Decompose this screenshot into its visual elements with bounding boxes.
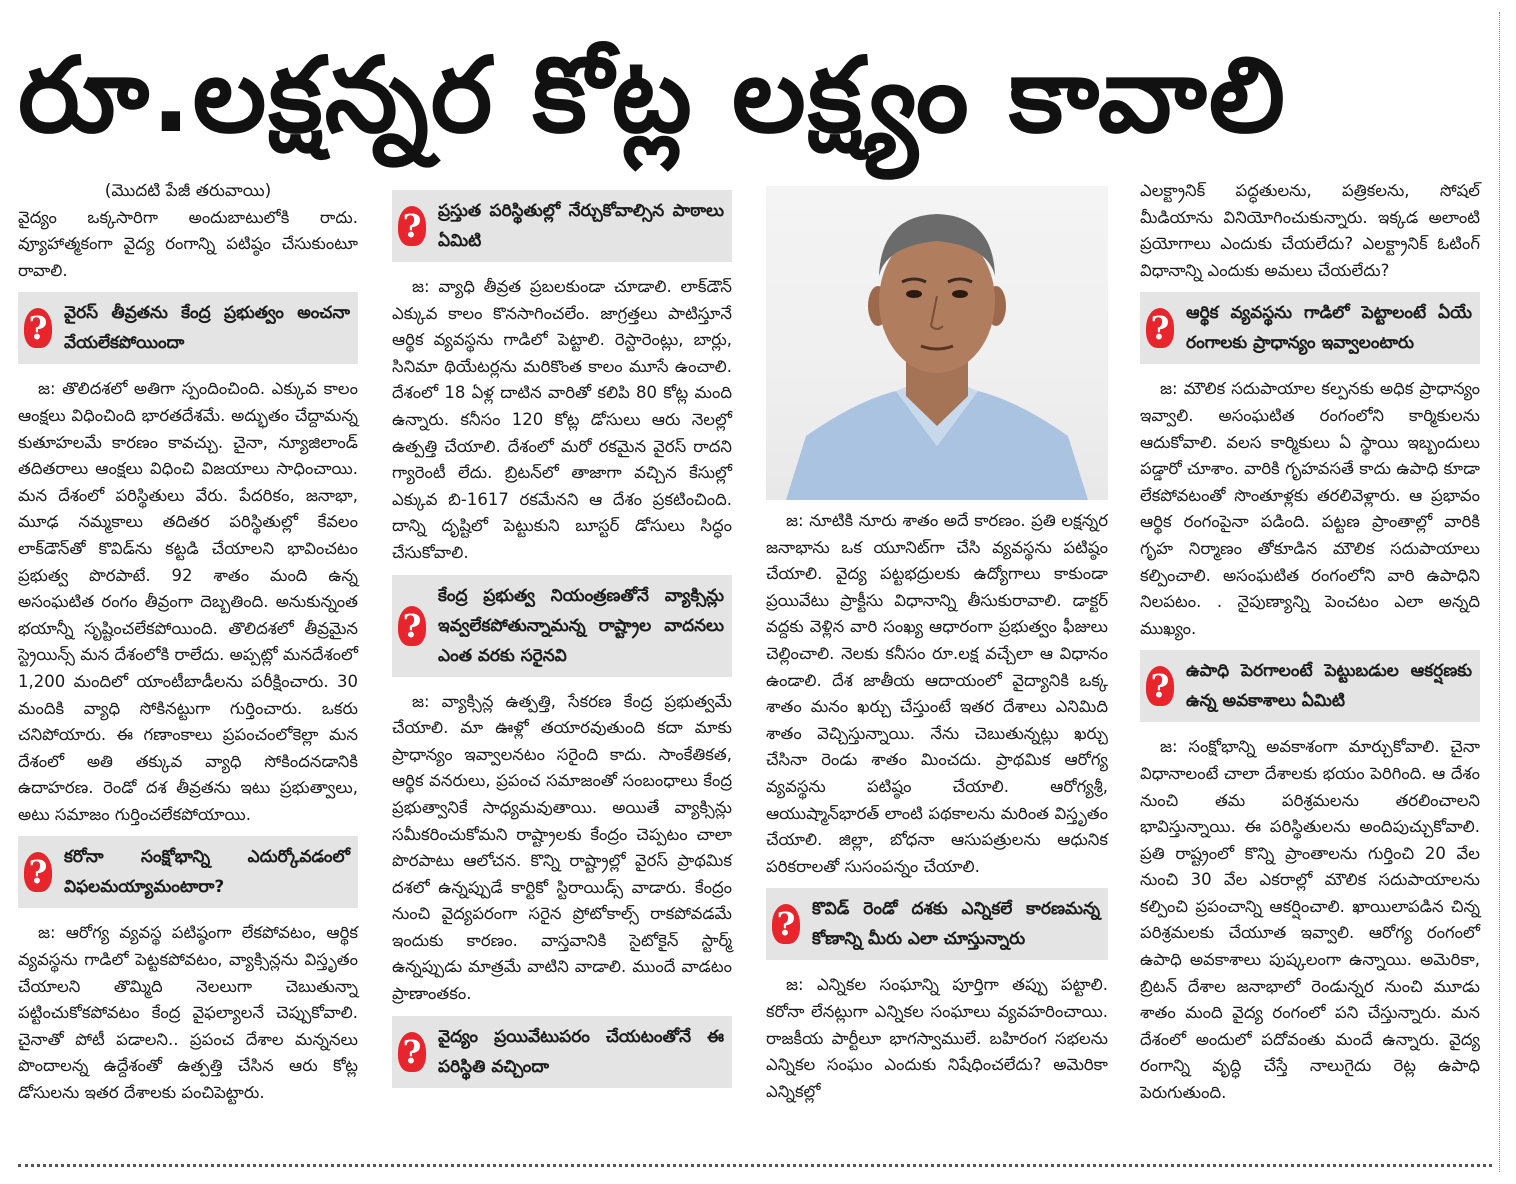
question-box	[1140, 292, 1480, 364]
answer-paragraph: జ: ఎన్నికల సంఘాన్ని పూర్తిగా తప్పు పట్టాలి. కరోనా లేనట్లుగా ఎన్నికల సంఘాలు వ్యవహరించాయి. రాజకీయ పార్టీలూ భాగస్వాములే. బహిరంగ సభలను ఎన్నికల సంఘం ఎందుకు నిషేధించలేదు? అమెరికా ఎన్నికల్లో	[766, 975, 1108, 1101]
question-text: వైద్యం ప్రయివేటుపరం చేయటంతోనే ఈ పరిస్థితి వచ్చిందా	[438, 1026, 724, 1077]
question-box	[766, 888, 1108, 960]
question-text: కొవిడ్‌ రెండో దశకు ఎన్నికలే కారణమన్న కోణాన్ని మీరు ఎలా చూస్తున్నారు	[812, 899, 1100, 950]
question-box	[1140, 650, 1480, 722]
answer-paragraph: జ: మౌలిక సదుపాయాల కల్పనకు అధిక ప్రాధాన్యం ఇవ్వాలి. అసంఘటిత రంగంలోని కార్మికులను ఆదుకోవాలి. వలస కార్మికులు ఏ స్థాయి ఇబ్బందులు పడ్డారో చూశాం. వారికి గృహవసతే కాదు ఉపాధి కూడా లేకపోవటంతో సొంతూళ్లకు తరలివెళ్లారు. ఆ ప్రభావం ఆర్థిక రంగంపైనా పడింది. పట్టణ ప్రాంతాల్లో వారికి గృహ నిర్మాణం తోకూడిన మౌలిక సదుపాయాలు కల్పించాలి. అసంఘటిత రంగంలోని వారి ఉపాధిని నిలపటం. . నైపుణ్యాన్ని పెంచటం ఎలా అన్నది ముఖ్యం.	[1140, 379, 1480, 638]
question-box	[392, 575, 732, 677]
question-mark-icon: ?	[24, 852, 52, 892]
question-text: ప్రస్తుత పరిస్థితుల్లో నేర్చుకోవాల్సిన పాఠాలు ఏమిటి	[438, 201, 724, 251]
question-text: ఆర్థిక వ్యవస్థను గాడిలో పెట్టాలంటే ఏయే రంగాలకు ప్రాధాన్యం ఇవ్వాలంటారు	[1186, 303, 1472, 354]
answer-paragraph: జ: వ్యాక్సిన్ల ఉత్పత్తి, సేకరణ కేంద్ర ప్రభుత్వమే చేయాలి. మా ఊళ్లో తయారవుతుంది కదా మాకు ప్రాధాన్యం ఇవ్వాలనటం సరైంది కాదు. సాంకేతికత, ఆర్థిక వనరులు, ప్రపంచ సమాజంతో సంబంధాలు కేంద్ర ప్రభుత్వానికే సాధ్యమవుతాయి. అయితే వ్యాక్సిన్లు సమీకరించుకోమని రాష్ట్రాలకు కేంద్రం చెప్పటం చాలా పొరపాటు ఆలోచన. కొన్ని రాష్ట్రాల్లో వైరస్‌ ప్రాథమిక దశలో ఉన్నప్పుడే కార్టికో స్టిరాయిడ్స్‌ వాడారు. కేంద్రం నుంచి వైద్యపరంగా సరైన ప్రోటోకాల్స్‌ రాకపోవడమే ఇందుకు కారణం. వాస్తవానికి సైటోకైన్‌ స్టార్మ్‌ ఉన్నప్పుడు మాత్రమే వాటిని వాడాలి. ముందే వాడటం ప్రాణాంతకం.	[392, 691, 732, 1004]
answer-paragraph: ఎలక్ట్రానిక్‌ పద్ధతులను, పత్రికలను, సోషల్‌ మీడియాను వినియోగించుకున్నారు. ఇక్కడ అలాంటి ప్రయోగాలు ఎందుకు చేయలేదు? ఎలక్ట్రానిక్‌ ఓటింగ్‌ విధానాన్ని ఎందుకు అమలు చేయలేదు?	[1140, 181, 1480, 280]
intro-paragraph: వైద్యం ఒక్కసారిగా అందుబాటులోకి రాదు. వ్యూహాత్మకంగా వైద్య రంగాన్ని పటిష్ఠం చేసుకుంటూ రావాలి.	[18, 207, 358, 280]
answer-paragraph: జ: తొలిదశలో అతిగా స్పందించింది. ఎక్కువ కాలం ఆంక్షలు విధించింది భారతదేశమే. అద్భుతం చేద్దామన్న కుతూహలమే కారణం కావచ్చు. చైనా, న్యూజిలాండ్‌ తదితరాలు ఆంక్షలు విధించి విజయాలు సాధించాయి. మన దేశంలో పరిస్థితులు వేరు. పేదరికం, జనాభా, మూఢ నమ్మకాలు తదితర పరిస్థితుల్లో కేవలం లాక్‌డౌన్‌తో కొవిడ్‌ను కట్టడి చేయాలని భావించటం ప్రభుత్వ పొరపాటే. 92 శాతం మంది ఉన్న అసంఘటిత రంగం తీవ్రంగా దెబ్బతింది. అనుకున్నంత భయాన్నీ సృష్టించలేకపోయింది. తొలిదశలో తీవ్రమైన స్ట్రెయిన్స్‌ మన దేశంలోకి రాలేదు. అప్పట్లో మనదేశంలో 1,200 మందిలో యాంటీబాడీలను పరీక్షించారు. 30 మందికి వ్యాధి సోకినట్టుగా గుర్తించారు. ఒకరు చనిపోయారు. ఈ గణాంకాలు ప్రపంచంలోకెల్లా మన దేశంలో అతి తక్కువ వ్యాధి సోకిందనడానికి ఉదాహరణ. రెండో దశ తీవ్రతను ఇటు ప్రభుత్వాలు, అటు సమాజం గుర్తించలేకపోయాయి.	[18, 379, 358, 824]
column-2	[392, 190, 732, 1100]
headline: రూ.లక్షన్నర కోట్ల లక్ష్యం కావాలి	[18, 34, 1288, 156]
question-text: ఉపాధి పెరగాలంటే పెట్టుబడుల ఆకర్షణకు ఉన్న అవకాశాలు ఏమిటి	[1186, 661, 1472, 712]
question-mark-icon: ?	[398, 1032, 426, 1072]
column-4	[1140, 178, 1480, 1107]
column-3	[766, 508, 1108, 1105]
question-text: వైరస్‌ తీవ్రతను కేంద్ర ప్రభుత్వం అంచనా వేయలేకపోయిందా	[64, 303, 350, 354]
question-mark-icon: ?	[1146, 308, 1174, 348]
answer-paragraph: జ: ఆరోగ్య వ్యవస్థ పటిష్ఠంగా లేకపోవటం, ఆర్థిక వ్యవస్థను గాడిలో పెట్టకపోవటం, వ్యాక్సిన్లను విస్తృతం చేయాలని తొమ్మిది నెలలుగా చెబుతున్నా పట్టించుకోకపోవటం కేంద్ర వైఫల్యాలనే చెప్పుకోవాలి. చైనాతో పోటీ పడాలని.. ప్రపంచ దేశాల మన్ననలు పొందాలన్న ఉద్దేశంతో ఉత్పత్తి చేసిన ఆరు కోట్ల డోసులను ఇతర దేశాలకు పంచిపెట్టారు.	[18, 923, 358, 1103]
question-box	[18, 836, 358, 908]
column-1	[18, 178, 358, 1107]
question-mark-icon: ?	[1146, 666, 1174, 706]
continuation-note: (మొదటి పేజీ తరువాయి)	[104, 181, 272, 201]
question-mark-icon: ?	[772, 904, 800, 944]
portrait-photo	[766, 186, 1108, 500]
question-text: కేంద్ర ప్రభుత్వ నియంత్రణతోనే వ్యాక్సిన్లు ఇవ్వలేకపోతున్నామన్న రాష్ట్రాల వాదనలు ఎంత వరకు సరైనవి	[438, 585, 724, 666]
question-box	[392, 190, 732, 262]
bottom-rule	[18, 1164, 1492, 1167]
question-mark-icon: ?	[398, 206, 426, 246]
answer-paragraph: జ: సంక్షోభాన్ని అవకాశంగా మార్చుకోవాలి. చైనా విధానాలంటే చాలా దేశాలకు భయం పెరిగింది. ఆ దేశం నుంచి తమ పరిశ్రమలను తరలించాలని భావిస్తున్నాయి. ఈ పరిస్థితులను అందిపుచ్చుకోవాలి. ప్రతి రాష్ట్రంలో కొన్ని ప్రాంతాలను గుర్తించి 20 వేల నుంచి 30 వేల ఎకరాల్లో మౌలిక సదుపాయాలను కల్పించి ప్రపంచాన్ని ఆకర్షించాలి. ఖాయిలాపడిన చిన్న పరిశ్రమలకు చేయూత ఇవ్వాలి. ఆరోగ్య రంగంలో ఉపాధి అవకాశాలు పుష్కలంగా ఉన్నాయి. అమెరికా, బ్రిటన్‌ దేశాల జనాభాలో రెండున్నర నుంచి మూడు శాతం మంది వైద్య రంగంలో పని చేస్తున్నారు. మన దేశంలో అందులో పదోవంతు మందే ఉన్నారు. వైద్య రంగాన్ని వృద్ధి చేస్తే నాలుగైదు రెట్ల ఉపాధి పెరుగుతుంది.	[1140, 737, 1480, 1103]
question-box	[392, 1016, 732, 1088]
answer-paragraph: జ: వ్యాధి తీవ్రత ప్రబలకుండా చూడాలి. లాక్‌డౌన్‌ ఎక్కువ కాలం కొనసాగించలేం. జాగ్రత్తలు పాటిస్తూనే ఆర్థిక వ్యవస్థను గాడిలో పెట్టాలి. రెస్టారెంట్లు, బార్లు, సినిమా థియేటర్లను మరికొంత కాలం మూసే ఉంచాలి. దేశంలో 18 ఏళ్ల దాటిన వారితో కలిపి 80 కోట్ల మంది ఉన్నారు. కనీసం 120 కోట్ల డోసులు ఆరు నెలల్లో ఉత్పత్తి చేయాలి. దేశంలో మరో రకమైన వైరస్‌ రాదని గ్యారెంటీ లేదు. బ్రిటన్‌లో తాజాగా వచ్చిన కేసుల్లో ఎక్కువ బి-1617 రకమేనని ఆ దేశం ప్రకటించింది. దాన్ని దృష్టిలో పెట్టుకుని బూస్టర్‌ డోసులు సిద్ధం చేసుకోవాలి.	[392, 277, 732, 562]
question-box	[18, 292, 358, 364]
question-mark-icon: ?	[24, 308, 52, 348]
question-text: కరోనా సంక్షోభాన్ని ఎదుర్కోవడంలో విఫలమయ్యామంటారా?	[64, 847, 350, 898]
portrait-illustration	[766, 186, 1108, 500]
question-mark-icon: ?	[398, 606, 426, 646]
column-divider	[1499, 12, 1500, 1172]
answer-paragraph: జ: నూటికి నూరు శాతం అదే కారణం. ప్రతి లక్షన్నర జనాభాను ఒక యూనిట్‌గా చేసి వ్యవస్థను పటిష్ఠం చేయాలి. వైద్య పట్టభద్రులకు ఉద్యోగాలు కాకుండా ప్రయివేటు ప్రాక్టీసు విధానాన్ని తీసుకురావాలి. డాక్టర్‌ వద్దకు వెళ్లిన వారి సంఖ్య ఆధారంగా ప్రభుత్వం ఫీజులు చెల్లించాలి. నెలకు కనీసం రూ.లక్ష వచ్చేలా ఆ విధానం ఉండాలి. దేశ జాతీయ ఆదాయంలో వైద్యానికి ఒక్క శాతం మనం ఖర్చు చేస్తుంటే ఇతర దేశాలు ఎనిమిది శాతం వెచ్చిస్తున్నాయి. నేను చెబుతున్నట్లు ఖర్చు చేసినా రెండు శాతం మించదు. ప్రాథమిక ఆరోగ్య వ్యవస్థను పటిష్ఠం చేయాలి. ఆరోగ్యశ్రీ, ఆయుష్మాన్‌భారత్‌ లాంటి పథకాలను మరింత విస్తృతం చేయాలి. జిల్లా, బోధనా ఆసుపత్రులను ఆధునిక పరికరాలతో సుసంపన్నం చేయాలి.	[766, 511, 1108, 876]
